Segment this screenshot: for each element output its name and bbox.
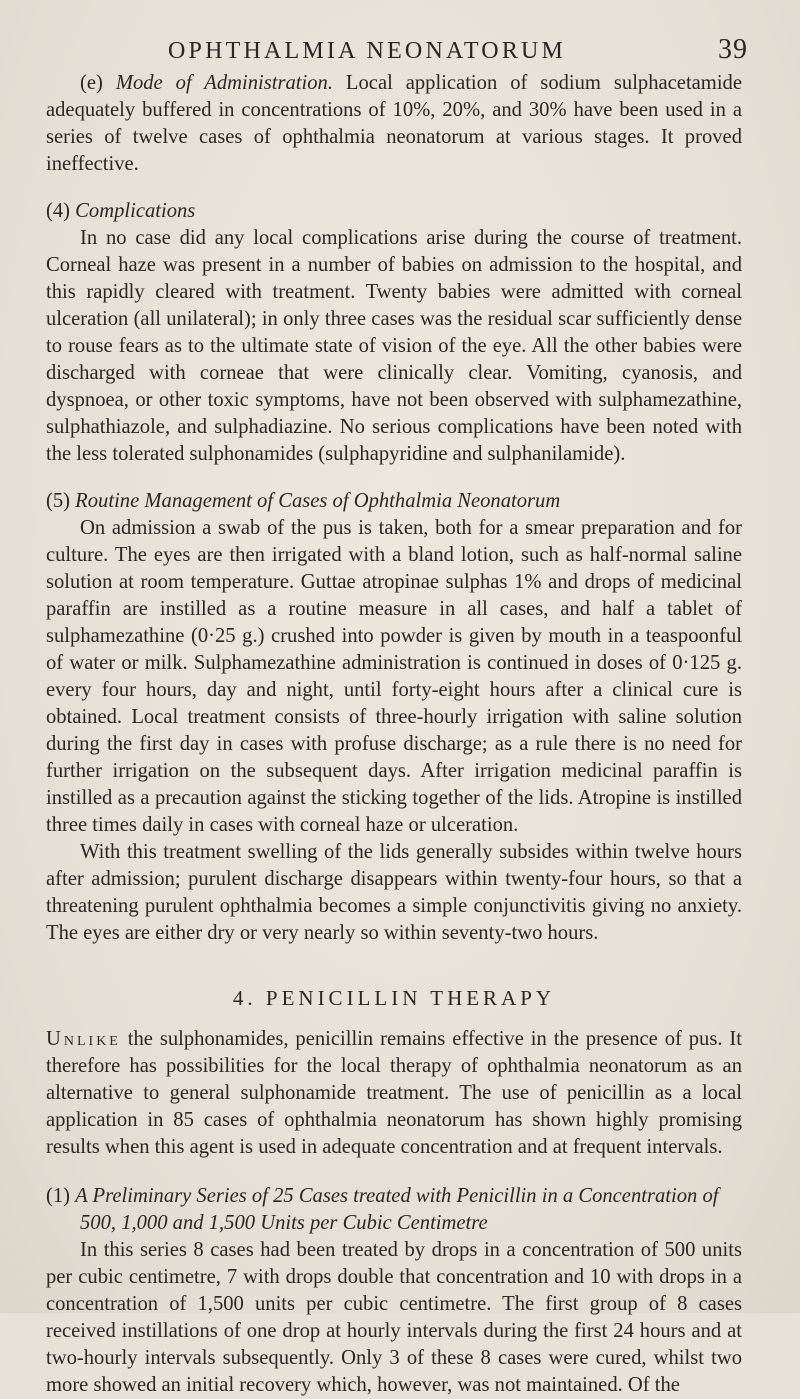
section-4-title: Complications <box>75 200 196 222</box>
running-title: OPHTHALMIA NEONATORUM <box>168 38 567 64</box>
subsection-heading-preliminary-series <box>46 1183 742 1237</box>
section-5-title: Routine Management of Cases of Ophthalmia Neonatorum <box>75 490 561 512</box>
paragraph-preliminary-series: In this series 8 cases had been treated by drops in a concentration of 500 units per cubic centimetre, 7 with drops double that concentration and 10 with drops in a concentration of 1,500 units per cubic centimetre. The first group of 8 cases received instillations of one drop at hourly intervals during the first 24 hours and at two-hourly intervals subsequently. Only 3 of these 8 cases were cured, whilst two more showed an initial recovery which, however, was not maintained. Of the <box>46 1239 742 1396</box>
section-5-number: (5) <box>46 490 71 512</box>
page-body <box>46 70 742 1399</box>
paragraph-mode-of-administration <box>46 70 742 178</box>
section-4-number: (4) <box>46 200 71 222</box>
paragraph-complications: In no case did any local complications arise during the course of treatment. Corneal haze was present in a number of babies on admission to the hospital, and this rapidly cleared with treatment. Twenty babies were admitted with corneal ulceration (all unilateral); in only three cases was the residual scar sufficiently dense to rouse fears as to the ultimate state of vision of the eye. All the other babies were discharged with corneae that were clinically clear. Vomiting, cyanosis, and dyspnoea, or other toxic symptoms, have not been observed with sulphamezathine, sulphathiazole, and sulphadiazine. No serious complications have been noted with the less tolerated sulphonamides (sulphapyridine and sulphanilamide). <box>46 227 742 465</box>
section-heading-routine-management <box>46 488 742 515</box>
paragraph-penicillin-intro <box>46 1026 742 1161</box>
penicillin-intro-text: the sulphonamides, penicillin remains effective in the presence of pus. It therefore has possibilities for the local therapy of ophthalmia neonatorum as an alternative to general sulphonamide treatment. The use of penicillin as a local application in 85 cases of ophthalmia neonatorum has shown highly promising results when this agent is used in adequate concentration and at frequent intervals. <box>46 1028 742 1158</box>
page-number: 39 <box>718 34 748 65</box>
chapter-heading-penicillin-therapy: 4. PENICILLIN THERAPY <box>232 986 556 1010</box>
subsection-1-number: (1) <box>46 1185 71 1207</box>
paragraph-routine-management-2: With this treatment swelling of the lids generally subsides within twelve hours after admission; purulent discharge disappears within twenty-four hours, so that a threatening purulent ophthalmia becomes a simple conjunctivitis giving no anxiety. The eyes are either dry or very nearly so within seventy-two hours. <box>46 841 742 944</box>
para-e-label: (e) <box>80 72 103 94</box>
drop-lead-word: Unlike <box>46 1028 121 1050</box>
subsection-1-title: A Preliminary Series of 25 Cases treated with Penicillin in a Concentration of 500, 1,000 and 1,500 Units per Cubic Centimetre <box>75 1185 719 1234</box>
section-heading-complications <box>46 198 742 225</box>
para-e-heading: Mode of Administration. <box>115 72 333 94</box>
running-header <box>168 34 748 65</box>
paragraph-routine-management-1: On admission a swab of the pus is taken, both for a smear preparation and for culture. The eyes are then irrigated with a bland lotion, such as half-normal saline solution at room temperature. Guttae atropinae sulphas 1% and drops of medicinal paraffin are instilled as a routine measure in all cases, and half a tablet of sulphamezathine (0·25 g.) crushed into powder is given by mouth in a teaspoonful of water or milk. Sulphamezathine administration is continued in doses of 0·125 g. every four hours, day and night, until forty-eight hours after a clinical cure is obtained. Local treatment consists of three-hourly irrigation with saline solution during the first day in cases with profuse discharge; as a rule there is no need for further irrigation on the subsequent days. After irrigation medicinal paraffin is instilled as a precaution against the sticking together of the lids. Atropine is instilled three times daily in cases with corneal haze or ulceration. <box>46 517 742 836</box>
para-e-text: Local application of sodium sulphacetamide adequately buffered in concentrations of 10%, 20%, and 30% have been used in a series of twelve cases of ophthalmia neonatorum at various stages. It proved ineffective. <box>46 72 742 175</box>
